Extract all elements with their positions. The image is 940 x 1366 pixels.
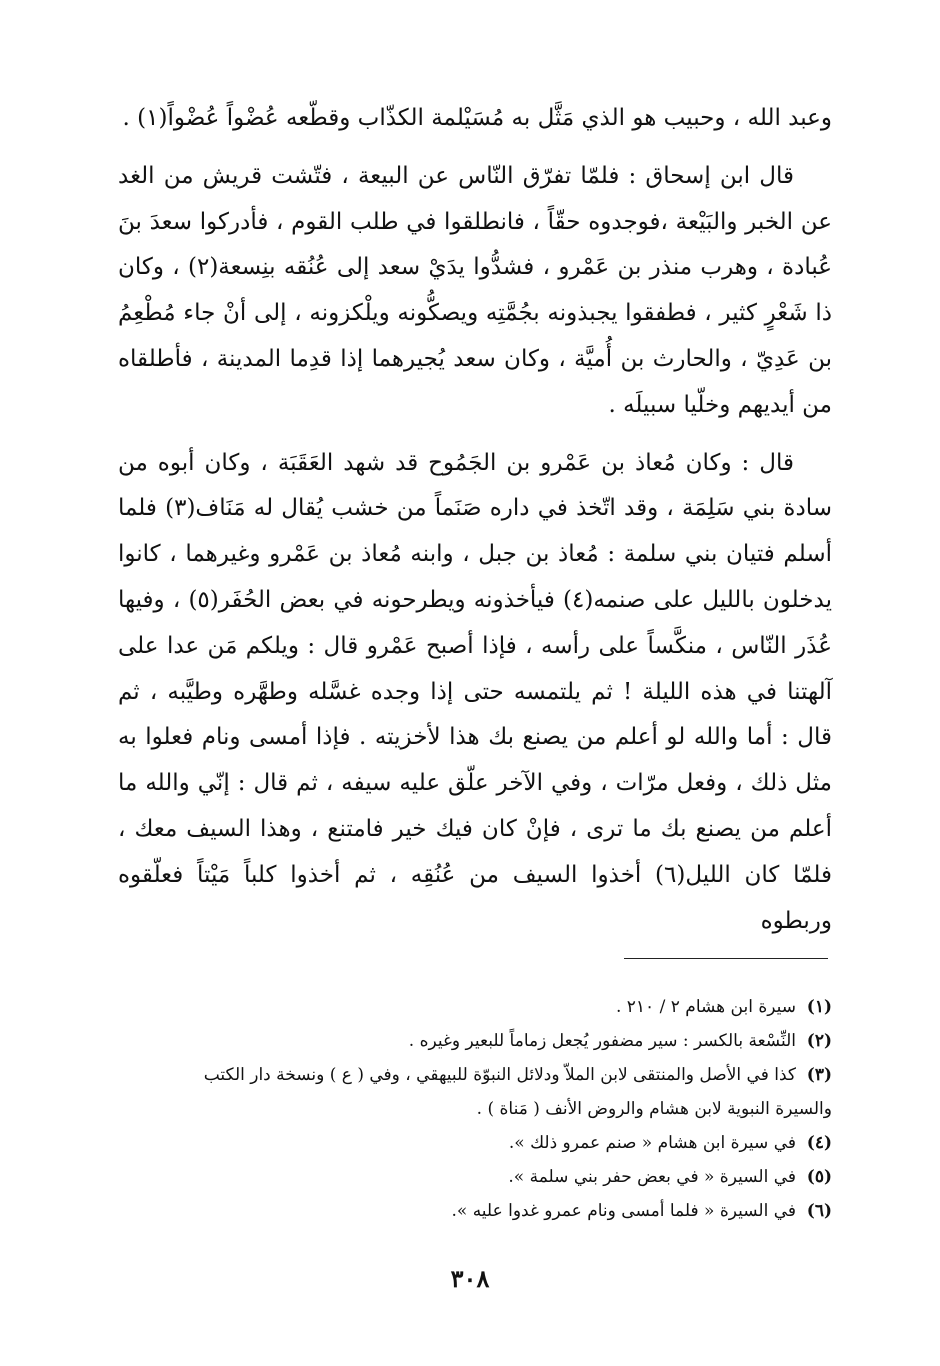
footnote-5 xyxy=(118,1160,832,1194)
footnotes xyxy=(118,990,832,1228)
footnote-number: (٢) xyxy=(806,1031,832,1051)
footnote-number: (٦) xyxy=(806,1201,832,1221)
page-number: ٣٠٨ xyxy=(450,1264,490,1293)
paragraph-3: قال : وكان مُعاذ بن عَمْرو بن الجَمُوح قد شهد العَقَبَة ، وكان أبوه من سادة بني سَلِمَة ، وقد اتّخذ في داره صَنَماً من خشب يُقال له مَنَاف(٣) فلما أسلم فتيان بني سلمة : مُعاذ بن جبل ، وابنه مُعاذ بن عَمْرو وغيرهما ، كانوا يدخلون بالليل على صنمه(٤) فيأخذونه ويطرحونه في بعض الحُفَر(٥) ، وفيها عُذَر النّاس ، منكَّساً على رأسه ، فإذا أصبح عَمْرو قال : ويلكم مَن عدا على آلهتنا في هذه الليلة ! ثم يلتمسه حتى إذا وجده غسَّله وطهَّره وطيَّبه ، ثم قال : أما والله لو أعلم من يصنع بك هذا لأخزيته . فإذا أمسى ونام فعلوا به مثل ذلك ، وفعل مرّات ، وفي الآخر علّق عليه سيفه ، ثم قال : إنّي والله ما أعلم من يصنع بك ما ترى ، فإنْ كان فيك خير فامتنع ، وهذا السيف معك ، فلمّا كان الليل(٦) أخذوا السيف من عُنُقِه ، ثم أخذوا كلباً مَيْتاً فعلّقوه وربطوه xyxy=(118,449,833,934)
main-text xyxy=(118,96,832,956)
footnote-number: (٣) xyxy=(806,1065,832,1085)
footnote-number: (٥) xyxy=(806,1167,832,1187)
footnote-text: في السيرة « فلما أمسى ونام عمرو غدوا عليه ». xyxy=(451,1201,796,1221)
footnote-text: سيرة ابن هشام ٢ / ٢١٠ . xyxy=(615,997,796,1017)
footnote-number: (١) xyxy=(806,997,832,1017)
footnote-text: كذا في الأصل والمنتقى لابن الملاّ ودلائل النبوّة للبيهقي ، وفي ( ع ) ونسخة دار الكتب xyxy=(203,1065,796,1085)
footnote-3 xyxy=(118,1058,832,1092)
footnote-text: في سيرة ابن هشام « صنم عمرو ذلك ». xyxy=(508,1133,796,1153)
footnote-1 xyxy=(118,990,832,1024)
footnote-4 xyxy=(118,1126,832,1160)
footnote-text: النِّسْعة بالكسر : سير مضفور يُجعل زماماً للبعير وغيره . xyxy=(408,1031,796,1051)
footnote-6 xyxy=(118,1194,832,1228)
footnote-text: والسيرة النبوية لابن هشام والروض الأنف ( مَناة ) . xyxy=(476,1099,832,1119)
footnote-text: في السيرة « في بعض حفر بني سلمة ». xyxy=(508,1167,796,1187)
footnote-2 xyxy=(118,1024,832,1058)
footnote-number: (٤) xyxy=(806,1133,832,1153)
footnote-3-continuation xyxy=(118,1092,832,1126)
paragraph-2: قال ابن إسحاق : فلمّا تفرّق النّاس عن البيعة ، فتّشت قريش من الغد عن الخبر والبَيْعة ،فوجدوه حقّاً ، فانطلقوا في طلب القوم ، فأدركوا سعدَ بنَ عُبادة ، وهرب منذر بن عَمْرو ، فشدُّوا يدَيْ سعد إلى عُنُقه بنِسعة(٢) ، وكان ذا شَعْرٍ كثير ، فطفقوا يجبذونه بجُمَّتِه ويصكُّونه ويلْكزونه ، إلى أنْ جاء مُطْعِمُ بن عَدِيّ ، والحارث بن أُميَّة ، وكان سعد يُجيرهما إذا قدِما المدينة ، فأطلقاه من أيديهم وخلّيا سبيلَه . xyxy=(118,162,832,418)
footnote-divider xyxy=(624,958,828,959)
paragraph-1: وعبد الله ، وحبيب هو الذي مَثَّل به مُسَيْلمة الكذّاب وقطّعه عُضْواً عُضْواً(١) . xyxy=(122,105,832,131)
